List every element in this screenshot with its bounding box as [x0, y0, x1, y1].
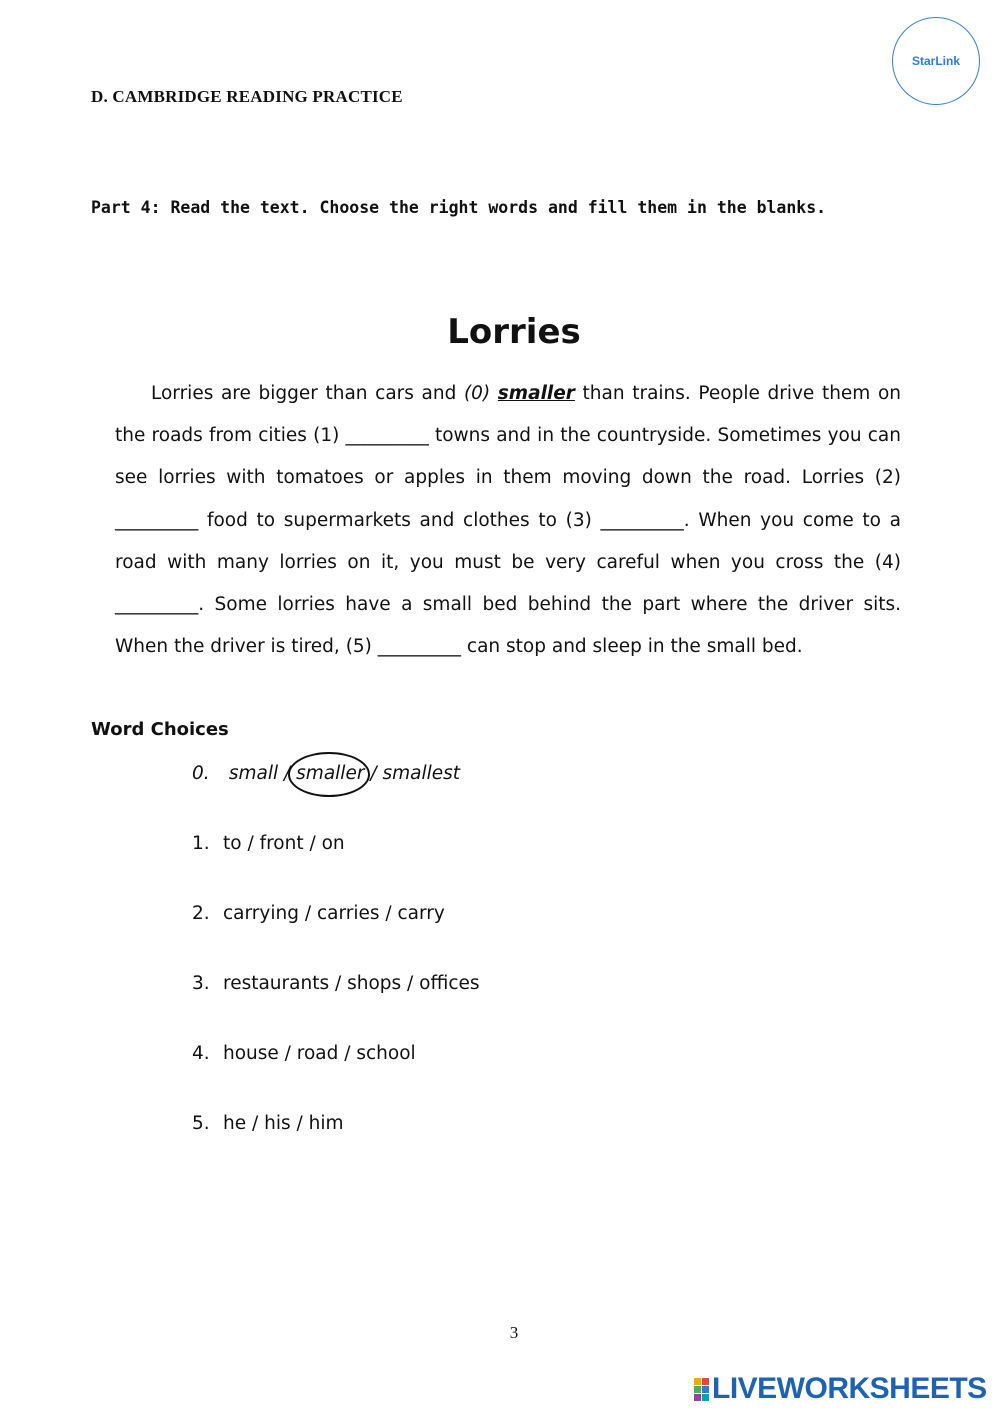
choice-item-3[interactable]: [192, 971, 480, 1041]
choice-number: 5.: [192, 1113, 210, 1134]
starlink-logo: [892, 17, 980, 105]
word-choices-list: [192, 761, 480, 1181]
choice-text: restaurants / shops / offices: [223, 973, 480, 994]
story-seg1: Lorries are bigger than cars and: [151, 383, 464, 404]
instruction-text: Part 4: Read the text. Choose the right words and fill them in the blanks.: [91, 198, 827, 217]
example-marker: (0): [463, 383, 491, 404]
choice-text: small /: [228, 763, 291, 784]
choice-text: / smallest: [370, 763, 460, 784]
liveworksheets-icon: [694, 1378, 709, 1401]
document-header: D. CAMBRIDGE READING PRACTICE: [91, 87, 403, 106]
choice-text: carrying / carries / carry: [223, 903, 445, 924]
choice-number: 2.: [192, 903, 210, 924]
choice-number: 0.: [192, 763, 210, 784]
circled-answer: smaller: [296, 761, 364, 787]
choice-text: house / road / school: [223, 1043, 416, 1064]
choice-item-4[interactable]: [192, 1041, 480, 1111]
choice-item-2[interactable]: [192, 901, 480, 971]
logo-text: StarLink: [911, 54, 960, 68]
choice-number: 3.: [192, 973, 210, 994]
choice-text: he / his / him: [223, 1113, 344, 1134]
story-text: [115, 373, 901, 668]
choice-number: 4.: [192, 1043, 210, 1064]
word-choices-heading: Word Choices: [91, 719, 229, 740]
story-seg2: than trains. People drive them on the roads from cities (1) _________ towns and in the countryside. Sometimes you can see lorries with tomatoes or apples in them moving down the road. Lorries (2) _________ food to supermarkets and clothes to (3) _________. When you come to a road with many lorries on it, you must be very careful when you cross the (4) _________. Some lorries have a small bed behind the part where the driver sits. When the driver is tired, (5) _________ can stop and sleep in the small bed.: [115, 383, 901, 658]
choice-item-0: [192, 761, 480, 831]
liveworksheets-logo[interactable]: [694, 1373, 987, 1405]
story-title: Lorries: [447, 312, 581, 352]
example-answer: smaller: [497, 383, 575, 404]
choice-text: to / front / on: [223, 833, 345, 854]
liveworksheets-wordmark: LIVEWORKSHEETS: [712, 1372, 987, 1405]
choice-number: 1.: [192, 833, 210, 854]
choice-item-5[interactable]: [192, 1111, 480, 1181]
page-number: 3: [509, 1323, 519, 1342]
choice-item-1[interactable]: [192, 831, 480, 901]
